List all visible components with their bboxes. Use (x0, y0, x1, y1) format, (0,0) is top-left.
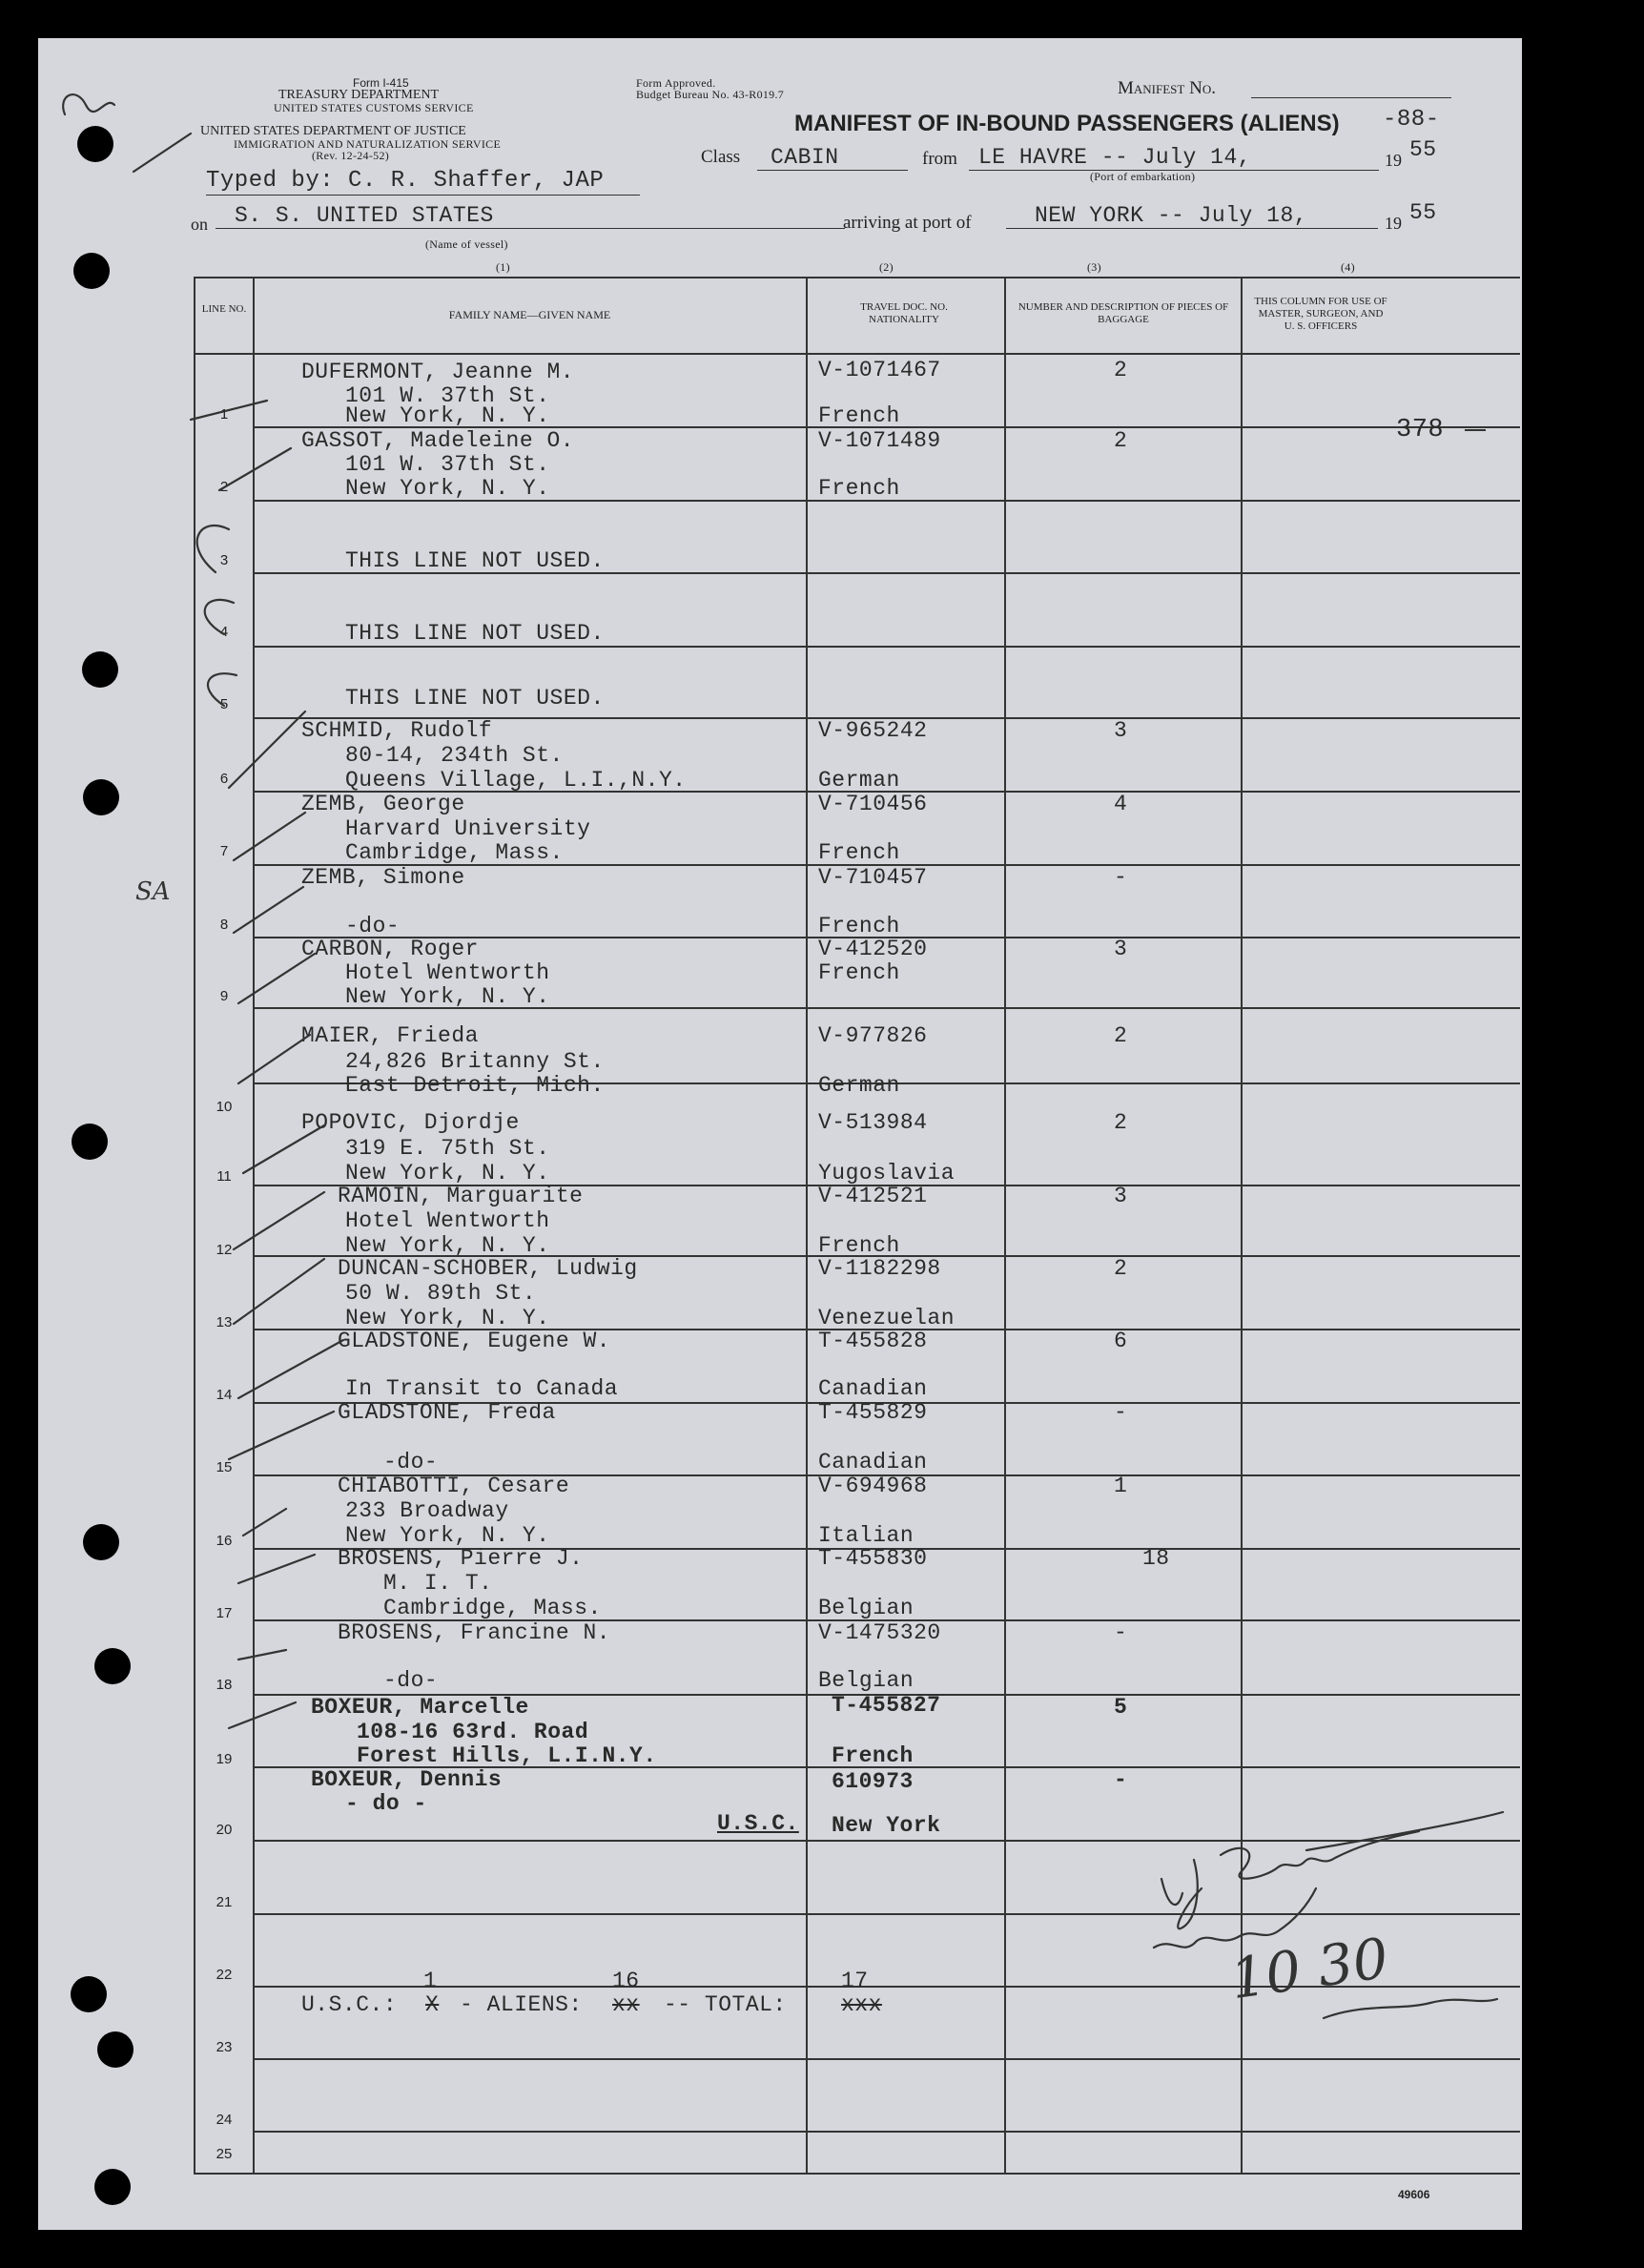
totals-total-crossed: xxx (841, 1992, 882, 2017)
handwriting-layer (38, 38, 1522, 2230)
check-mark (234, 887, 303, 933)
check-mark (219, 448, 291, 490)
passenger-name: SCHMID, Rudolf (301, 718, 493, 743)
on-label: on (191, 215, 208, 234)
travel-doc-no: V-710456 (818, 792, 928, 816)
totals-aliens-crossed: xx (612, 1992, 640, 2017)
baggage-count: 2 (1114, 1256, 1128, 1281)
manifest-sheet (38, 38, 1522, 2230)
totals-usc-value: 1 (423, 1969, 438, 1993)
address-line: 233 Broadway (345, 1498, 509, 1523)
punch-hole (72, 1124, 108, 1160)
inspector-signature (1161, 1812, 1503, 1928)
address-line: In Transit to Canada (345, 1376, 619, 1401)
baggage-count: 2 (1114, 428, 1128, 453)
line-number: 14 (216, 1387, 233, 1403)
line-not-used: THIS LINE NOT USED. (345, 621, 605, 646)
arriving-label: arriving at port of (843, 213, 972, 233)
passenger-name: GLADSTONE, Eugene W. (338, 1329, 611, 1353)
address-line: 108-16 63rd. Road (357, 1720, 589, 1744)
passenger-name: GASSOT, Madeleine O. (301, 428, 575, 453)
travel-doc-no: T-455830 (818, 1546, 928, 1571)
col-num-3: (3) (1087, 260, 1101, 274)
line-number: 8 (219, 917, 229, 933)
line-number: 20 (216, 1822, 233, 1838)
punch-hole (73, 253, 110, 289)
passenger-name: BROSENS, Francine N. (338, 1620, 611, 1645)
line-number: 9 (219, 988, 229, 1004)
embarkation-year: 55 (1409, 137, 1437, 162)
punch-hole (94, 2169, 131, 2205)
passenger-name: ZEMB, Simone (301, 865, 465, 890)
punch-hole (83, 1524, 119, 1560)
nationality: Yugoslavia (818, 1161, 956, 1186)
baggage-count: 2 (1114, 1110, 1128, 1135)
line-number: 15 (216, 1459, 233, 1475)
line-number: 2 (219, 479, 229, 495)
address-line: 50 W. 89th St. (345, 1281, 537, 1306)
travel-doc-no: V-1182298 (818, 1256, 941, 1281)
travel-doc-no: V-710457 (818, 865, 928, 890)
arrival-year-prefix: 19 (1385, 214, 1402, 233)
travel-doc-no: V-965242 (818, 718, 928, 743)
baggage-count: 1 (1114, 1474, 1128, 1498)
travel-doc-no: T-455829 (818, 1400, 928, 1425)
passenger-name: CHIABOTTI, Cesare (338, 1474, 570, 1498)
address-line: Cambridge, Mass. (383, 1596, 602, 1620)
nationality: German (818, 768, 900, 793)
nationality: French (832, 1743, 914, 1768)
col-num-1: (1) (496, 260, 510, 274)
line-number: 1 (219, 406, 229, 423)
corner-scribble (63, 94, 114, 114)
typed-by: Typed by: C. R. Shaffer, JAP (206, 168, 605, 194)
travel-doc-no: V-1071467 (818, 358, 941, 382)
baggage-count: 6 (1114, 1329, 1128, 1353)
travel-doc-no: V-513984 (818, 1110, 928, 1135)
col-num-2: (2) (879, 260, 894, 274)
form-number: Form I-415 (353, 76, 409, 90)
line-number: 3 (219, 552, 229, 568)
header-officers: THIS COLUMN FOR USE OF MASTER, SURGEON, AND U. S. OFFICERS (1254, 296, 1387, 332)
line-number: 24 (216, 2112, 233, 2128)
passenger-name: POPOVIC, Djordje (301, 1110, 520, 1135)
nationality: Venezuelan (818, 1306, 956, 1330)
vessel-name: S. S. UNITED STATES (216, 203, 845, 229)
header-travel-doc: TRAVEL DOC. NO. NATIONALITY (860, 301, 948, 325)
check-mark (191, 401, 267, 420)
baggage-count: - (1114, 1620, 1128, 1645)
address-line: Hotel Wentworth (345, 960, 550, 985)
baggage-count: 3 (1114, 718, 1128, 743)
line-number: 10 (216, 1099, 233, 1115)
line-number: 12 (216, 1242, 233, 1258)
corner-stroke (134, 134, 191, 172)
page-number: 378 (1396, 416, 1445, 444)
vessel-caption: (Name of vessel) (425, 237, 508, 251)
nationality: French (818, 840, 900, 865)
baggage-count: 2 (1114, 358, 1128, 382)
line-number: 25 (216, 2146, 233, 2162)
passenger-name: BOXEUR, Dennis (311, 1767, 503, 1792)
line-number: 13 (216, 1314, 233, 1330)
class-label: Class (701, 147, 741, 167)
nationality: Canadian (818, 1450, 928, 1474)
address-line: New York, N. Y. (345, 1161, 550, 1186)
passenger-name: GLADSTONE, Freda (338, 1400, 556, 1425)
check-mark (243, 1125, 324, 1173)
travel-doc-no: V-1071489 (818, 428, 941, 453)
address-line: 80-14, 234th St. (345, 743, 564, 768)
nationality: Canadian (818, 1376, 928, 1401)
address-line: Harvard University (345, 816, 591, 841)
check-mark (234, 1259, 324, 1324)
treasury-dept: TREASURY DEPARTMENT (278, 88, 440, 102)
check-mark (238, 1555, 315, 1583)
sheet-number: -88- (1383, 107, 1440, 133)
passenger-name: BROSENS, Pierre J. (338, 1546, 584, 1571)
line-number: 19 (216, 1751, 233, 1767)
year-prefix: 19 (1385, 151, 1402, 170)
address-line: New York, N. Y. (345, 984, 550, 1009)
check-mark (197, 526, 229, 572)
arrival-port: NEW YORK -- July 18, (1006, 203, 1378, 229)
baggage-count: 4 (1114, 792, 1128, 816)
address-line: 319 E. 75th St. (345, 1136, 550, 1161)
line-number: 5 (219, 696, 229, 712)
totals-aliens-label: - ALIENS: (460, 1992, 583, 2017)
baggage-count: - (1114, 1767, 1128, 1792)
nationality: New York (832, 1813, 941, 1838)
baggage-count: 2 (1114, 1023, 1128, 1048)
check-mark (238, 1650, 286, 1660)
address-line: -do- (345, 914, 401, 938)
passenger-name: DUFERMONT, Jeanne M. (301, 360, 575, 384)
baggage-count: 3 (1114, 1184, 1128, 1208)
address-line: 24,826 Britanny St. (345, 1049, 605, 1074)
nationality: Belgian (818, 1596, 914, 1620)
totals-aliens-value: 16 (612, 1969, 640, 1993)
address-line: New York, N. Y. (345, 1523, 550, 1548)
travel-doc-no: V-412520 (818, 937, 928, 961)
baggage-count: 3 (1114, 937, 1128, 961)
line-number: 17 (216, 1605, 233, 1621)
punch-hole (82, 651, 118, 688)
port-caption: (Port of embarkation) (1090, 170, 1196, 183)
nationality: French (818, 960, 900, 985)
nationality: French (818, 1233, 900, 1258)
manifest-title: MANIFEST OF IN-BOUND PASSENGERS (ALIENS) (794, 111, 1340, 136)
passenger-name: RAMOIN, Marguarite (338, 1184, 584, 1208)
check-mark (238, 1340, 343, 1398)
address-line: Cambridge, Mass. (345, 840, 564, 865)
totals-usc-crossed: X (425, 1992, 440, 2017)
passenger-name: ZEMB, George (301, 792, 465, 816)
address-line: Queens Village, L.I.,N.Y. (345, 768, 687, 793)
travel-doc-no: V-412521 (818, 1184, 928, 1208)
travel-doc-no: V-1475320 (818, 1620, 941, 1645)
check-mark (243, 1509, 286, 1536)
nationality: Belgian (818, 1668, 914, 1693)
baggage-count: 5 (1114, 1695, 1128, 1720)
address-line: Hotel Wentworth (345, 1208, 550, 1233)
line-number: 7 (219, 843, 229, 859)
punch-hole (71, 1976, 107, 2012)
line-not-used: THIS LINE NOT USED. (345, 686, 605, 711)
punch-hole (83, 779, 119, 815)
address-line: New York, N. Y. (345, 403, 550, 428)
embarkation-value: LE HAVRE -- July 14, (969, 145, 1379, 171)
line-number: 6 (219, 771, 229, 787)
line-number: 4 (219, 624, 229, 640)
passenger-name: BOXEUR, Marcelle (311, 1695, 529, 1720)
address-line: -do- (383, 1450, 439, 1474)
arrival-year: 55 (1409, 200, 1437, 225)
passenger-name: MAIER, Frieda (301, 1023, 479, 1048)
nationality: French (818, 403, 900, 428)
travel-doc-no: V-694968 (818, 1474, 928, 1498)
totals-label-usc: U.S.C.: (301, 1992, 398, 2017)
totals-total-value: 17 (841, 1969, 869, 1993)
address-line: New York, N. Y. (345, 476, 550, 501)
check-mark (238, 1035, 310, 1083)
nationality: French (818, 914, 900, 938)
signature-line-2 (1154, 1888, 1316, 1948)
line-not-used: THIS LINE NOT USED. (345, 548, 605, 573)
header-baggage: NUMBER AND DESCRIPTION OF PIECES OF BAGGAGE (1017, 301, 1229, 325)
passenger-name: DUNCAN-SCHOBER, Ludwig (338, 1256, 638, 1281)
check-mark (205, 600, 234, 634)
travel-doc-no: T-455828 (818, 1329, 928, 1353)
check-mark (208, 673, 236, 706)
travel-doc-no: 610973 (832, 1769, 914, 1794)
line-number: 22 (216, 1967, 233, 1983)
form-revision: (Rev. 12-24-52) (312, 149, 390, 162)
address-line: New York, N. Y. (345, 1306, 550, 1330)
manifest-no-label: Manifest No. (1118, 78, 1216, 98)
totals-total-label: -- TOTAL: (664, 1992, 787, 2017)
line-number: 18 (216, 1677, 233, 1693)
check-mark (238, 954, 315, 1003)
usc-mark: U.S.C. (717, 1811, 799, 1836)
line-number: 11 (216, 1168, 232, 1185)
col-num-4: (4) (1341, 260, 1355, 274)
nationality: French (818, 476, 900, 501)
header-line-no: LINE NO. (201, 303, 247, 315)
check-mark (229, 1412, 334, 1459)
form-approved: Form Approved. (636, 76, 716, 90)
ins-service: IMMIGRATION AND NATURALIZATION SERVICE (234, 137, 502, 151)
baggage-count: - (1114, 1400, 1128, 1425)
address-line: 101 W. 37th St. (345, 452, 550, 477)
check-mark (234, 813, 305, 860)
baggage-count: - (1114, 865, 1128, 890)
address-line: Forest Hills, L.I.N.Y. (357, 1743, 657, 1768)
address-line: M. I. T. (383, 1571, 493, 1596)
address-line: New York, N. Y. (345, 1233, 550, 1258)
address-line: 101 W. 37th St. (345, 383, 550, 408)
punch-hole (94, 1648, 131, 1684)
from-label: from (922, 149, 957, 169)
travel-doc-no: V-977826 (818, 1023, 928, 1048)
customs-service: UNITED STATES CUSTOMS SERVICE (274, 101, 474, 114)
check-mark (234, 1192, 324, 1249)
budget-bureau: Budget Bureau No. 43-R019.7 (636, 88, 785, 101)
class-value: CABIN (757, 145, 908, 171)
margin-note: SA (135, 877, 171, 906)
footer-form-number: 49606 (1398, 2188, 1430, 2201)
address-line: - do - (345, 1791, 427, 1816)
punch-hole (77, 126, 113, 162)
header-name: FAMILY NAME—GIVEN NAME (448, 308, 611, 321)
nationality: Italian (818, 1523, 914, 1548)
address-line: -do- (383, 1668, 439, 1693)
address-line: East Detroit, Mich. (345, 1073, 605, 1098)
signature-underline (1324, 1999, 1497, 2018)
punch-hole (97, 2031, 134, 2068)
passenger-name: CARBON, Roger (301, 937, 479, 961)
line-number: 16 (216, 1533, 233, 1549)
check-mark (229, 711, 305, 788)
justice-dept: UNITED STATES DEPARTMENT OF JUSTICE (200, 124, 466, 138)
travel-doc-no: T-455827 (832, 1693, 941, 1718)
check-mark (229, 1702, 296, 1728)
baggage-count: 18 (1142, 1546, 1170, 1571)
line-number: 23 (216, 2039, 233, 2055)
nationality: German (818, 1073, 900, 1098)
line-number: 21 (216, 1894, 233, 1910)
inspector-time: 10 30 (1226, 1925, 1392, 2012)
